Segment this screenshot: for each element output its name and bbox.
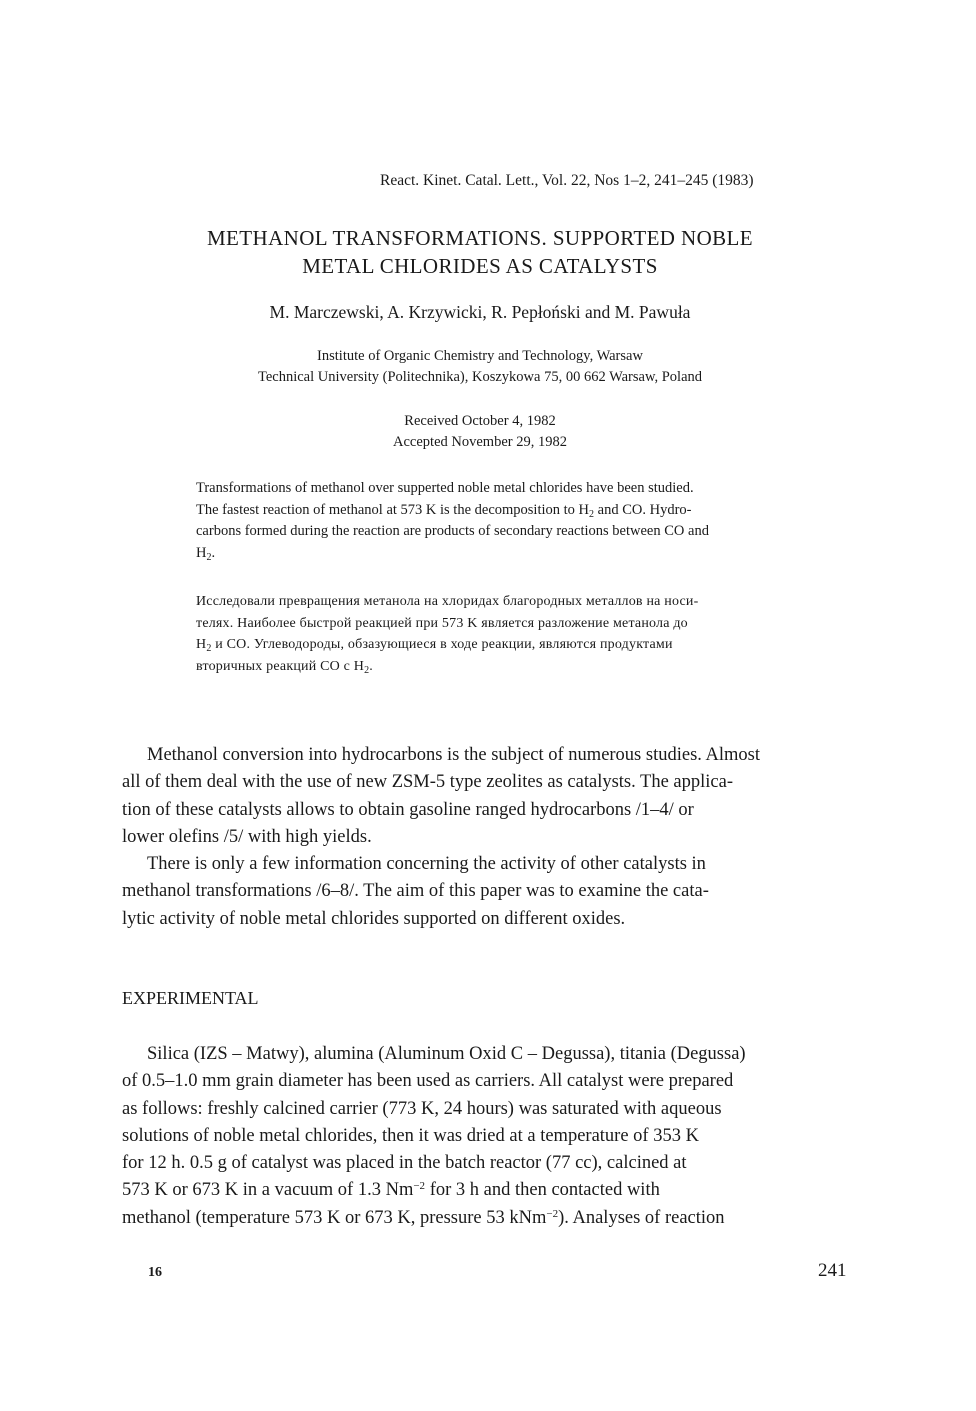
affiliation: [120, 346, 840, 388]
subscript: 2: [206, 643, 212, 654]
page-number: 241: [818, 1260, 847, 1281]
intro-paragraph-2: [122, 851, 862, 933]
text-run: The fastest reaction of methanol at 573 K is the decomposition to H: [196, 501, 590, 518]
body-line: Methanol conversion into hydrocarbons is the subject of numerous studies. Almost: [147, 745, 760, 765]
body-line: lower olefins /5/ with high yields.: [122, 826, 372, 847]
accepted-date: Accepted November 29, 1982: [393, 434, 567, 450]
abstract-en-line: [196, 543, 856, 565]
title-line-1: METHANOL TRANSFORMATIONS. SUPPORTED NOBLE: [206, 226, 754, 250]
abstract-ru-line: [196, 656, 856, 678]
abstract-english: [196, 478, 856, 564]
body-line: lytic activity of noble metal chlorides supported on different oxides.: [122, 908, 626, 929]
body-line: There is only a few information concerning the activity of other catalysts in: [147, 854, 706, 874]
affiliation-line-1: Institute of Organic Chemistry and Technology, Warsaw: [317, 348, 643, 364]
abstract-ru-line: телях. Наиболее быстрой реакцией при 573 K является разложение метанола до: [196, 615, 688, 631]
text-run: .: [211, 544, 216, 561]
body-line: tion of these catalysts allows to obtain gasoline ranged hydrocarbons /1–4/ or: [122, 799, 694, 820]
journal-citation: React. Kinet. Catal. Lett., Vol. 22, Nos 1–2, 241–245 (1983): [380, 172, 754, 189]
text-run: и CO. Углеводороды, обзазующиеся в ходе реакции, являются продуктами: [211, 637, 673, 652]
experimental-paragraph: [122, 1041, 862, 1232]
text-run: ). Analyses of reaction: [558, 1207, 725, 1228]
text-run: and CO. Hydro-: [594, 501, 692, 518]
title-line-2: METAL CHLORIDES AS CATALYSTS: [302, 254, 658, 278]
abstract-ru-line: Исследовали превращения метанола на хлоридах благородных металлов на носи-: [196, 594, 699, 609]
superscript: −2: [546, 1207, 559, 1220]
body-line: as follows: freshly calcined carrier (773 K, 24 hours) was saturated with aqueous: [122, 1098, 722, 1119]
abstract-russian: [196, 591, 856, 677]
intro-paragraph-1: [122, 742, 862, 851]
subscript: 2: [206, 551, 212, 563]
subscript: 2: [364, 664, 370, 676]
body-line: Silica (IZS – Matwy), alumina (Aluminum Oxid C – Degussa), titania (Degussa): [147, 1044, 746, 1064]
body-line: [122, 1177, 862, 1204]
section-heading: EXPERIMENTAL: [122, 988, 259, 1008]
body-line: for 12 h. 0.5 g of catalyst was placed in the batch reactor (77 cc), calcined at: [122, 1153, 687, 1174]
dates: [120, 411, 840, 453]
signature-mark: 16: [148, 1265, 162, 1280]
body-line: all of them deal with the use of new ZSM-5 type zeolites as catalysts. The applica-: [122, 772, 734, 793]
text-run: 573 K or 673 K in a vacuum of 1.3 Nm: [122, 1180, 414, 1201]
abstract-en-line: Transformations of methanol over supperted noble metal chlorides have been studied.: [196, 480, 694, 496]
affiliation-line-2: Technical University (Politechnika), Koszykowa 75, 00 662 Warsaw, Poland: [258, 369, 702, 385]
text-run: H: [196, 637, 207, 652]
abstract-en-line: carbons formed during the reaction are products of secondary reactions between CO and: [196, 523, 709, 539]
abstract-en-line: [196, 500, 856, 522]
body-line: methanol transformations /6–8/. The aim of this paper was to examine the cata-: [122, 881, 709, 902]
body-line: of 0.5–1.0 mm grain diameter has been used as carriers. All catalyst were prepared: [122, 1071, 734, 1092]
body-line: [122, 1205, 862, 1232]
body-line: solutions of noble metal chlorides, then it was dried at a temperature of 353 K: [122, 1125, 699, 1146]
text-run: for 3 h and then contacted with: [425, 1180, 660, 1201]
text-run: .: [369, 658, 373, 674]
paper-title: [120, 224, 840, 280]
subscript: 2: [589, 508, 595, 520]
received-date: Received October 4, 1982: [404, 413, 556, 429]
text-run: methanol (temperature 573 K or 673 K, pressure 53 kNm: [122, 1207, 547, 1228]
abstract-ru-line: [196, 634, 856, 656]
text-run: вторичных реакций CO с H: [196, 658, 365, 674]
text-run: H: [196, 544, 207, 561]
superscript: −2: [413, 1180, 426, 1193]
authors: M. Marczewski, A. Krzywicki, R. Pepłoński and M. Pawuła: [269, 302, 691, 322]
